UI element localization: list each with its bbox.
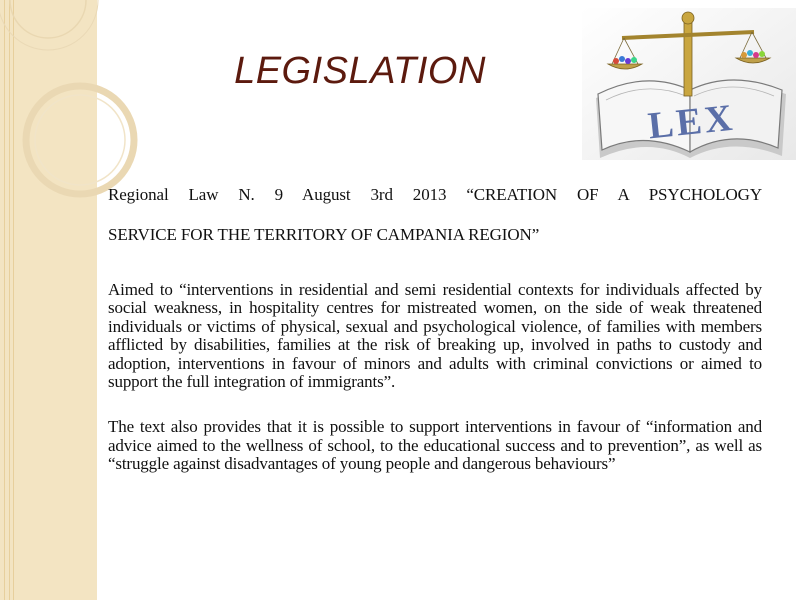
- page-title: LEGISLATION: [234, 50, 486, 92]
- lex-book-scales-icon: [582, 8, 796, 160]
- svg-text:LEX: LEX: [646, 96, 738, 148]
- body-content: [108, 185, 762, 473]
- law-title-line-2: SERVICE FOR THE TERRITORY OF CAMPANIA REGION”: [108, 224, 540, 244]
- paragraph-provisions: The text also provides that it is possible to support interventions in favour of “information and advice aimed to the wellness of school, to the educational success and to prevention”, as well as “struggle against disadvantages of young people and dangerous behaviours”: [108, 417, 762, 473]
- paragraph-aims: Aimed to “interventions in residential and semi residential contexts for individuals affected by social weakness, in hospitality centres for mistreated women, on the side of weak threatened individuals or victims of physical, sexual and psychological violence, of families with members afflicted by disabilities, families at the risk of breaking up, involved in paths to custody and adoption, interventions in favour of minors and adults with criminal convictions or aimed to support the full integration of immigrants”.: [108, 280, 762, 391]
- law-title-line-1: Regional Law N. 9 August 3rd 2013 “CREATION OF A PSYCHOLOGY: [108, 185, 762, 204]
